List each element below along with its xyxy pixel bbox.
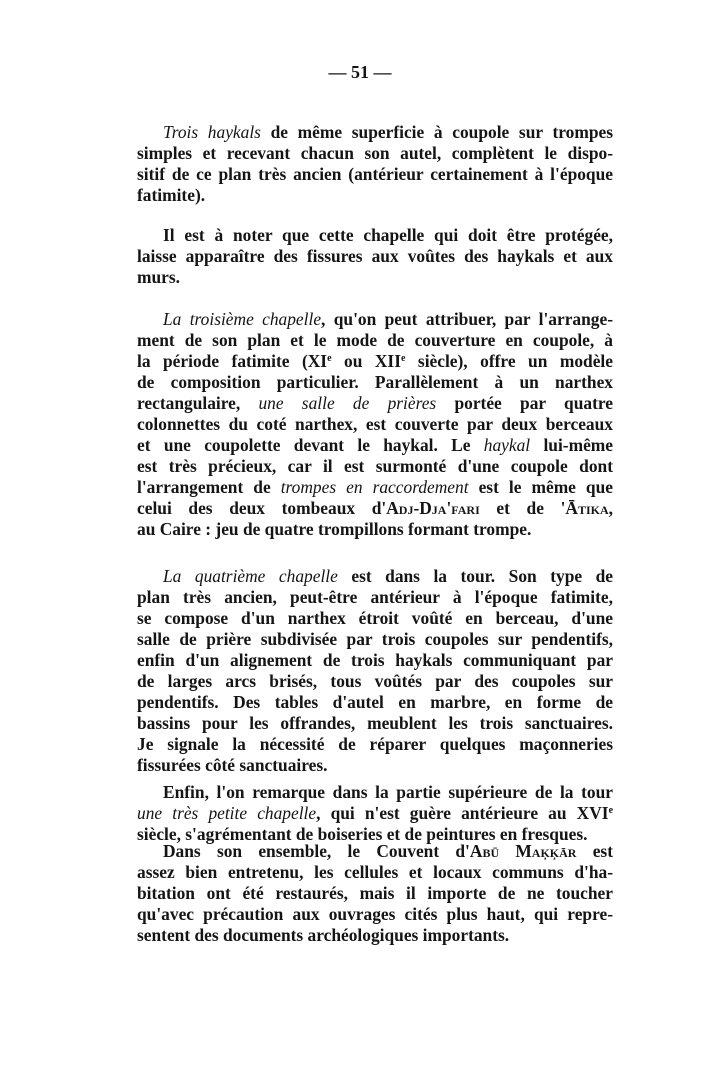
text-segment: fissurées côté sanctuaires.	[137, 755, 328, 775]
italic-text: une salle de prières	[258, 393, 437, 413]
text-segment: se compose d'un narthex étroit voûté en berceau, d'une	[137, 608, 613, 628]
text-segment: Il est à noter que cette chapelle qui doit être protégée,	[163, 225, 613, 245]
text-line	[137, 713, 613, 734]
text-segment: bitation ont été restaurés, mais il importe de ne toucher	[137, 883, 613, 903]
text-segment: Je signale la nécessité de réparer quelques maçonneries	[137, 734, 613, 754]
text-line	[137, 519, 613, 540]
text-line	[137, 351, 613, 372]
text-line	[137, 925, 613, 946]
text-line	[137, 862, 613, 883]
text-segment: Enfin, l'on remarque dans la partie supérieure de la tour	[163, 782, 613, 802]
text-segment: de composition particulier. Parallèlement à un narthex	[137, 372, 613, 392]
text-segment: Dans son ensemble, le Couvent d'	[163, 841, 470, 861]
text-segment: est très précieux, car il est surmonté d'une coupole dont	[137, 456, 613, 476]
paragraph-quatrieme-chapelle	[137, 566, 613, 776]
text-line	[137, 692, 613, 713]
paragraph-troisieme-chapelle	[137, 309, 613, 540]
text-line	[137, 782, 613, 803]
text-line	[137, 841, 613, 862]
superscript: e	[400, 353, 406, 364]
text-line	[137, 755, 613, 776]
paragraph-ensemble	[137, 841, 613, 946]
text-segment: de larges arcs brisés, tous voûtés par des coupoles sur	[137, 671, 613, 691]
text-segment: est dans la tour. Son type de	[337, 566, 613, 586]
small-caps-name: 'Ātika,	[560, 498, 613, 518]
text-line	[137, 498, 613, 519]
text-line	[137, 587, 613, 608]
italic-text: haykal	[483, 435, 531, 455]
italic-text: La quatrième chapelle	[163, 566, 338, 586]
text-line	[137, 435, 613, 456]
paragraph-petite-chapelle	[137, 782, 613, 845]
text-segment: simples et recevant chacun son autel, complètent le dispo-	[137, 143, 613, 163]
text-segment: siècle, s'agrémentant de boiseries et de peintures en fresques.	[137, 824, 588, 844]
text-line	[137, 143, 613, 164]
text-line	[137, 904, 613, 925]
text-segment: ou XII	[331, 351, 401, 371]
text-segment: , qu'on peut attribuer, par l'arrange-	[321, 309, 614, 329]
paragraph-fissures	[137, 225, 613, 288]
text-line	[137, 629, 613, 650]
text-segment: colonnettes du coté narthex, est couverte par deux berceaux	[137, 414, 613, 434]
text-line	[137, 122, 613, 143]
text-segment: sitif de ce plan très ancien (antérieur certainement à l'époque	[137, 164, 613, 184]
text-segment: celui des deux tombeaux d'	[137, 498, 387, 518]
text-segment: et de	[479, 498, 561, 518]
text-segment: la période fatimite (XI	[137, 351, 328, 371]
text-segment: plan très ancien, peut-être antérieur à l'époque fatimite,	[137, 587, 613, 607]
small-caps-name: Abū Maķķār	[469, 841, 577, 861]
text-line	[137, 309, 613, 330]
text-line	[137, 164, 613, 185]
text-line	[137, 225, 613, 246]
text-segment: est	[576, 841, 613, 861]
superscript: e	[327, 353, 332, 364]
italic-text: La troisième chapelle	[163, 309, 322, 329]
text-line	[137, 246, 613, 267]
italic-text: trompes en raccordement	[280, 477, 469, 497]
text-segment: et une coupolette devant le haykal. Le	[137, 435, 484, 455]
text-line	[137, 330, 613, 351]
text-segment: pendentifs. Des tables d'autel en marbre, en forme de	[137, 692, 613, 712]
text-segment: fatimite).	[137, 185, 206, 205]
text-line	[137, 393, 613, 414]
text-line	[137, 477, 613, 498]
text-segment: au Caire : jeu de quatre trompillons formant trompe.	[137, 519, 532, 539]
text-segment: est le même que	[468, 477, 613, 497]
paragraph-trois-haykals	[137, 122, 613, 206]
text-line	[137, 608, 613, 629]
text-segment: portée par quatre	[436, 393, 613, 413]
text-line	[137, 650, 613, 671]
text-segment: de même superficie à coupole sur trompes	[260, 122, 613, 142]
text-line	[137, 883, 613, 904]
small-caps-name: Adj-Dja'fari	[386, 498, 480, 518]
text-line	[137, 566, 613, 587]
italic-text: Trois haykals	[163, 122, 261, 142]
superscript: e	[608, 805, 614, 816]
text-segment: murs.	[137, 267, 180, 287]
text-segment: sentent des documents archéologiques importants.	[137, 925, 510, 945]
text-line	[137, 372, 613, 393]
text-line	[137, 414, 613, 435]
text-segment: ment de son plan et le mode de couverture en coupole, à	[137, 330, 613, 350]
text-segment: siècle), offre un modèle	[405, 351, 613, 371]
text-segment: enfin d'un alignement de trois haykals communiquant par	[137, 650, 613, 670]
text-line	[137, 803, 613, 824]
text-segment: laisse apparaître des fissures aux voûtes des haykals et aux	[137, 246, 613, 266]
text-segment: qu'avec précaution aux ouvrages cités plus haut, qui repre-	[137, 904, 613, 924]
text-line	[137, 456, 613, 477]
text-line	[137, 671, 613, 692]
text-line	[137, 185, 613, 206]
text-line	[137, 734, 613, 755]
italic-text: une très petite chapelle	[137, 803, 317, 823]
text-segment: , qui n'est guère antérieure au XVI	[316, 803, 609, 823]
text-segment: l'arrangement de	[137, 477, 281, 497]
page-number: — 51 —	[328, 62, 392, 82]
text-segment: bassins pour les offrandes, meublent les trois sanctuaires.	[137, 713, 613, 733]
text-segment: assez bien entretenu, les cellules et locaux communs d'ha-	[137, 862, 613, 882]
text-segment: rectangulaire,	[137, 393, 259, 413]
text-segment: salle de prière subdivisée par trois coupoles sur pendentifs,	[137, 629, 613, 649]
text-line	[137, 267, 613, 288]
text-segment: lui-même	[530, 435, 613, 455]
